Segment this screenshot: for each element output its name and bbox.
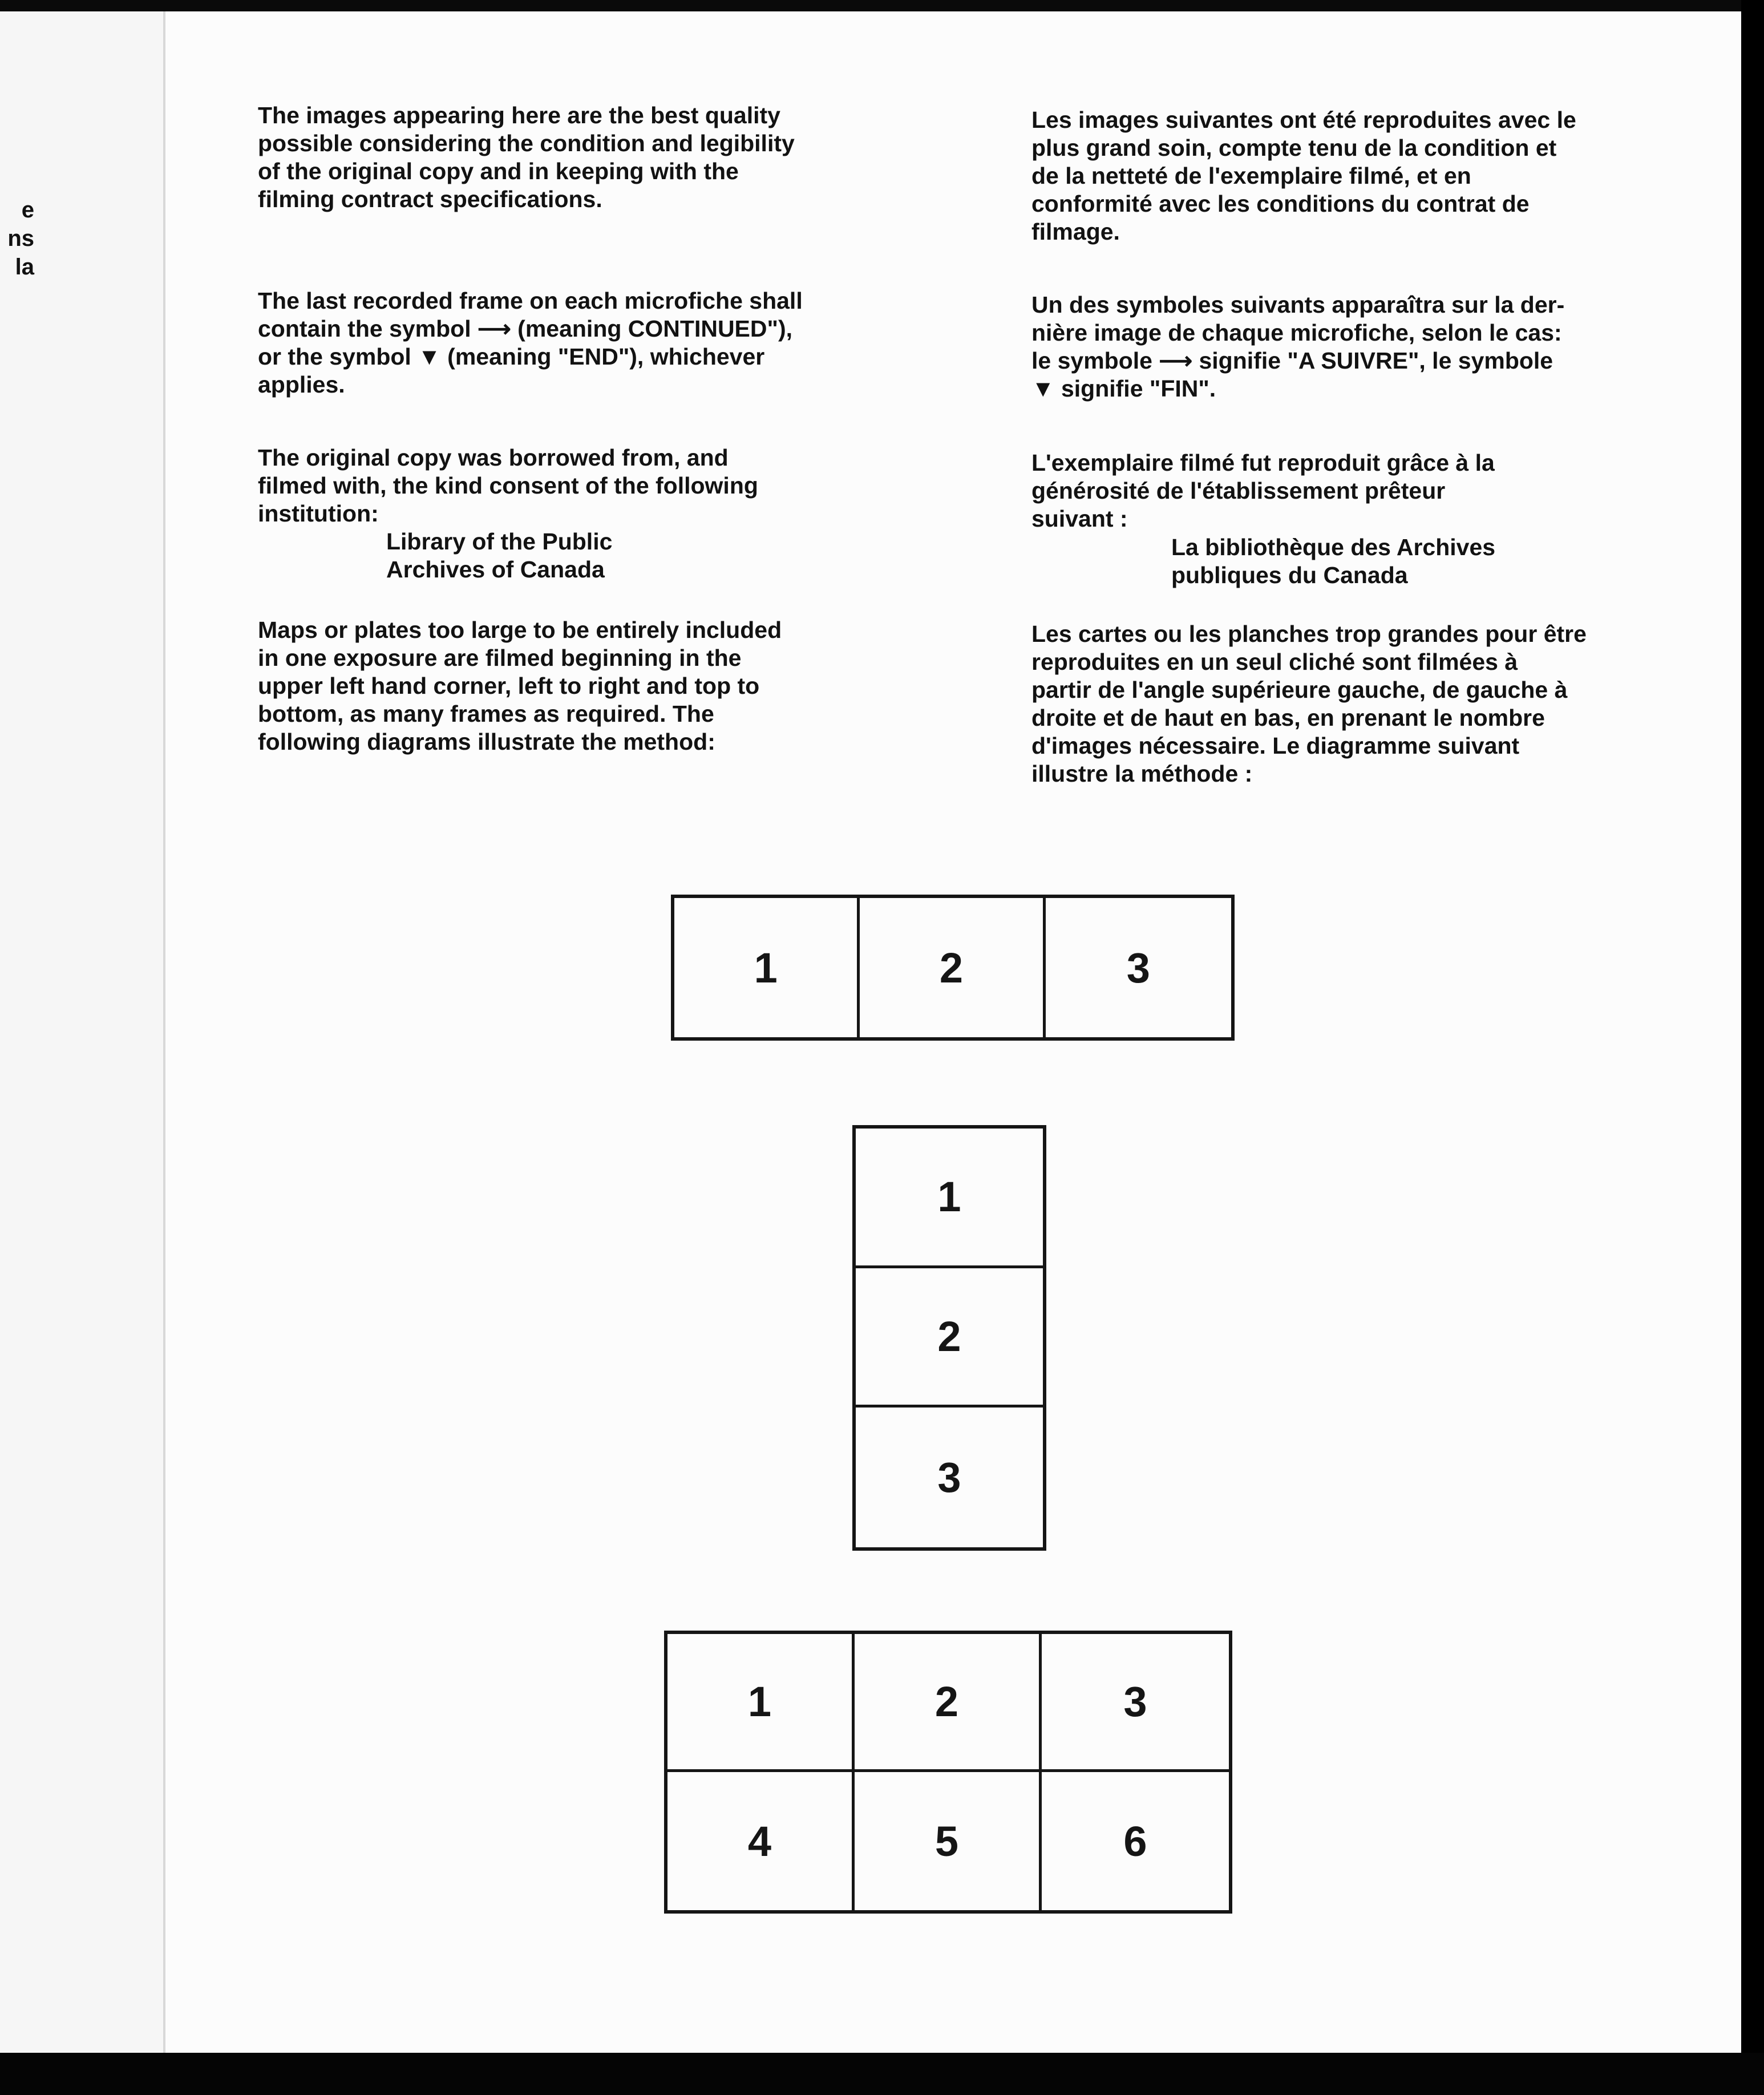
diagram-frame: 3: [937, 1454, 961, 1502]
bottom-border: [0, 2053, 1764, 2095]
margin-fragment: ns: [7, 226, 34, 251]
top-border: [0, 0, 1764, 11]
english-quality-paragraph: The images appearing here are the best quality possible considering the condition and legibility of the original copy and in keeping with the filming contract specifications.: [258, 102, 795, 212]
english-institution-name: Library of the Public Archives of Canada: [386, 528, 613, 583]
diagram-frame: 2: [856, 1268, 1043, 1408]
diagram-grid-of-six: [664, 1631, 1232, 1914]
french-quality-paragraph: Les images suivantes ont été reproduites avec le plus grand soin, compte tenu de la condition et de la netteté de l'exemplaire filmé, et en conformité avec les conditions du contrat de filmage.: [1031, 107, 1576, 245]
french-symbol-paragraph: Un des symboles suivants apparaîtra sur la der- nière image de chaque microfiche, selon le cas: le symbole ⟶ signifie "A SUIVRE", le symbole ▼ signifie "FIN".: [1031, 292, 1565, 402]
french-institution-name: La bibliothèque des Archives publiques du Canada: [1171, 534, 1496, 588]
adjacent-page-strip: [0, 11, 165, 2053]
diagram-frame: 1: [674, 898, 860, 1037]
margin-fragment: e: [21, 197, 34, 223]
diagram-frame: 1: [667, 1634, 855, 1772]
right-border: [1741, 0, 1764, 2095]
margin-fragment: la: [15, 254, 34, 280]
diagram-frame: 6: [1123, 1817, 1147, 1865]
diagram-frame: 4: [667, 1772, 855, 1910]
french-institution-paragraph: L'exemplaire filmé fut reproduit grâce à la générosité de l'établissement prêteur suivant :: [1031, 450, 1495, 532]
diagram-frame: 2: [860, 898, 1045, 1037]
diagram-frame: 3: [1042, 1634, 1229, 1772]
diagram-frame: 5: [855, 1772, 1042, 1910]
diagram-frame: 2: [855, 1634, 1042, 1772]
diagram-row-of-three: [671, 895, 1235, 1041]
diagram-column-of-three: [852, 1125, 1046, 1551]
english-institution-paragraph: The original copy was borrowed from, and filmed with, the kind consent of the following institution:: [258, 444, 758, 527]
english-maps-paragraph: Maps or plates too large to be entirely included in one exposure are filmed beginning in the upper left hand corner, left to right and top to bottom, as many frames as required. The following diagrams illustrate the method:: [258, 617, 782, 755]
english-symbol-paragraph: The last recorded frame on each microfiche shall contain the symbol ⟶ (meaning CONTINUED"), or the symbol ▼ (meaning "END"), whichever applies.: [258, 288, 803, 398]
french-maps-paragraph: Les cartes ou les planches trop grandes pour être reproduites en un seul cliché sont filmées à partir de l'angle supérieure gauche, de gauche à droite et de haut en bas, en prenant le nombre d'images nécessaire. Le diagramme suivant illustre la méthode :: [1031, 621, 1587, 787]
diagram-frame: 1: [856, 1129, 1043, 1268]
diagram-frame: 3: [1126, 944, 1150, 992]
